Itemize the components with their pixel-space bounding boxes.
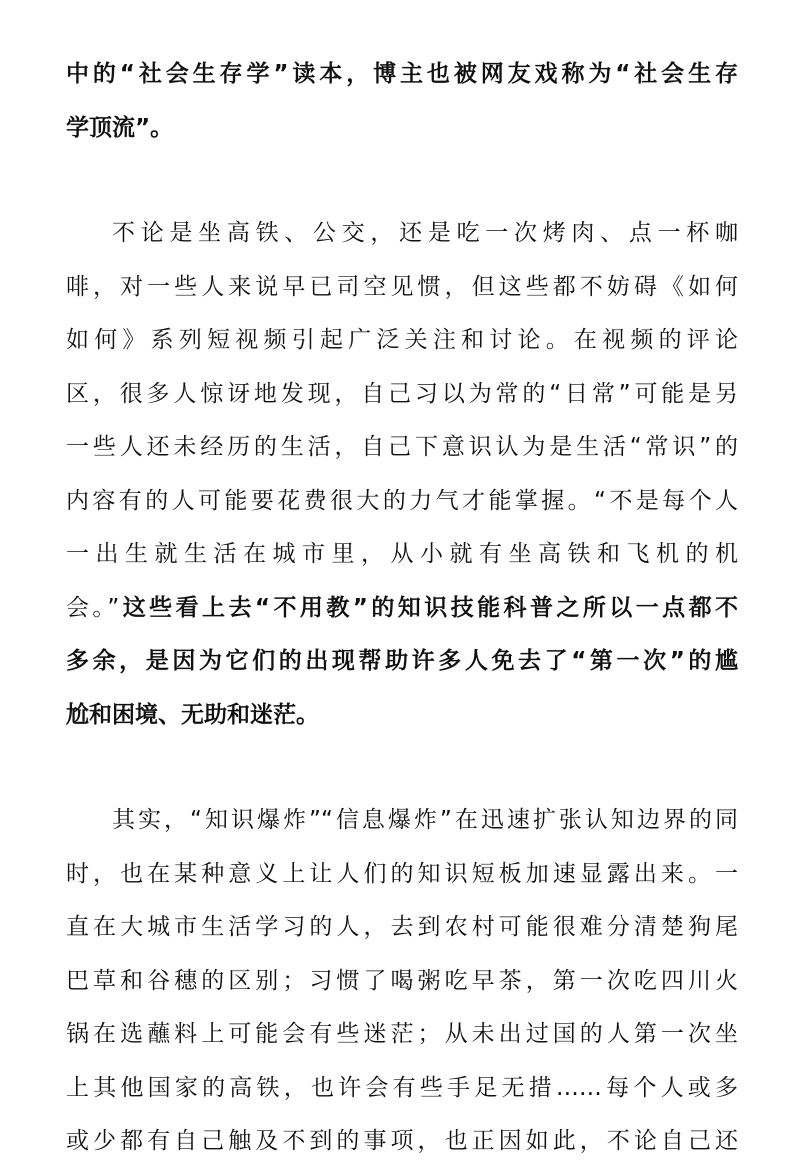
text-line [66,528,738,582]
text-line [66,314,738,368]
body-text: 一些人还未经历的生活，自己下意识认为是生活“常识”的 [66,434,738,460]
text-line [66,261,738,315]
bold-text: 这些看上去“不用教”的知识技能科普之所以一点都不 [119,594,738,621]
body-text: 时，也在某种意义上让人们的知识短板加速显露出来。一 [66,860,738,887]
body-text: 锅在选蘸料上可能会有些迷茫；从未出过国的人第一次坐 [66,1021,738,1047]
text-line [66,421,738,475]
bold-text: 中的“社会生存学”读本，博主也被网友戏称为“社会生存 [66,61,738,87]
body-text: 啡，对一些人来说早已司空见惯，但这些都不妨碍《如何 [66,273,738,300]
paragraph [66,48,738,155]
text-line [66,102,738,156]
paragraph [66,794,738,1169]
paragraph [66,207,738,742]
paragraph-gap [66,742,738,794]
body-text: 或少都有自己触及不到的事项，也正因如此，不论自己还 [66,1128,738,1154]
text-line [66,635,738,689]
body-text: 上其他国家的高铁，也许会有些手足无措……每个人或多 [66,1074,738,1101]
text-line [66,1008,738,1062]
text-line [66,582,738,636]
text-line [66,689,738,743]
text-line [66,1115,738,1169]
body-text: 如何》系列短视频引起广泛关注和讨论。在视频的评论 [66,327,738,353]
body-text: 其实，“知识爆炸”“信息爆炸”在迅速扩张认知边界的同 [112,807,738,833]
bold-text: 多余，是因为它们的出现帮助许多人免去了“第一次”的尴 [66,648,738,674]
body-text: 不论是坐高铁、公交，还是吃一次烤肉、点一杯咖 [112,220,738,246]
text-line [66,475,738,529]
bold-text: 学顶流”。 [66,114,174,141]
body-text: 直在大城市生活学习的人，去到农村可能很难分清楚狗尾 [66,914,738,940]
text-line [66,48,738,102]
body-text: 巴草和谷穗的区别；习惯了喝粥吃早茶，第一次吃四川火 [66,967,738,994]
body-text: 会。” [66,594,120,621]
text-line [66,1062,738,1116]
document-page [66,48,738,1169]
body-text: 区，很多人惊讶地发现，自己习以为常的“日常”可能是另 [66,380,738,407]
body-text: 内容有的人可能要花费很大的力气才能掌握。“不是每个人 [66,487,738,514]
bold-text: 尬和困境、无助和迷茫。 [66,701,319,728]
text-line [66,955,738,1009]
text-line [66,207,738,261]
text-line [66,848,738,902]
paragraph-gap [66,155,738,207]
text-line [66,794,738,848]
text-line [66,901,738,955]
text-line [66,368,738,422]
body-text: 一出生就生活在城市里，从小就有坐高铁和飞机的机 [66,541,738,567]
